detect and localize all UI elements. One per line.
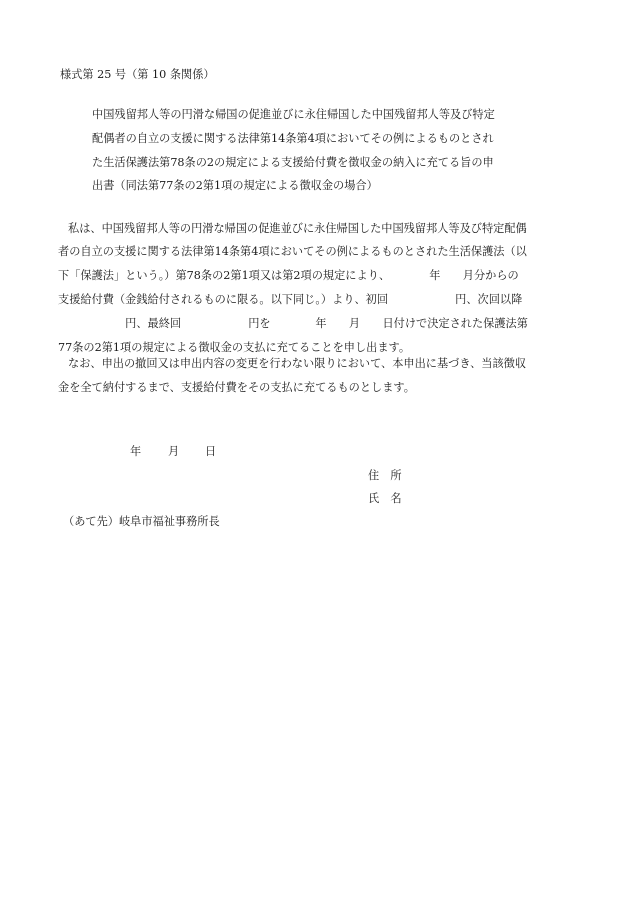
body-line: 金を全て納付するまで、支援給付費をその支払に充てるものとします。 [58, 381, 415, 394]
date-day-label: 日 [205, 445, 217, 458]
body-line: 円、最終回 円を 年 月 日付けで決定された保護法第 [58, 317, 528, 330]
date-year-label: 年 [130, 445, 142, 458]
date-month-label: 月 [168, 445, 180, 458]
body-line: 77条の2第1項の規定による徴収金の支払に充てることを申し出ます。 [58, 341, 411, 354]
body-line: 私は、中国残留邦人等の円滑な帰国の促進並びに永住帰国した中国残留邦人等及び特定配偶 [68, 222, 527, 235]
body-line: 下「保護法」という。）第78条の2第1項又は第2項の規定により、 年 月分からの [58, 269, 519, 282]
body-line: なお、申出の撤回又は申出内容の変更を行わない限りにおいて、本申出に基づき、当該徴収 [68, 357, 527, 370]
recipient-line: （あて先）岐阜市福祉事務所長 [63, 515, 220, 528]
title-line: 出書（同法第77条の2第1項の規定による徴収金の場合） [92, 179, 378, 192]
title-line: 配偶者の自立の支援に関する法律第14条第4項においてその例によるものとされ [92, 132, 494, 145]
body-line: 者の自立の支援に関する法律第14条第4項においてその例によるものとされた生活保護法（以 [58, 245, 527, 258]
title-line: た生活保護法第78条の2の規定による支援給付費を徴収金の納入に充てる旨の申 [92, 156, 494, 169]
name-label: 氏 名 [368, 492, 402, 505]
body-line: 支援給付費（金銭給付されるものに限る。以下同じ。）より、初回 円、次回以降 [58, 293, 523, 306]
title-line: 中国残留邦人等の円滑な帰国の促進並びに永住帰国した中国残留邦人等及び特定 [92, 108, 495, 121]
form-number: 様式第 25 号（第 10 条関係） [60, 68, 215, 81]
address-label: 住 所 [368, 469, 402, 482]
